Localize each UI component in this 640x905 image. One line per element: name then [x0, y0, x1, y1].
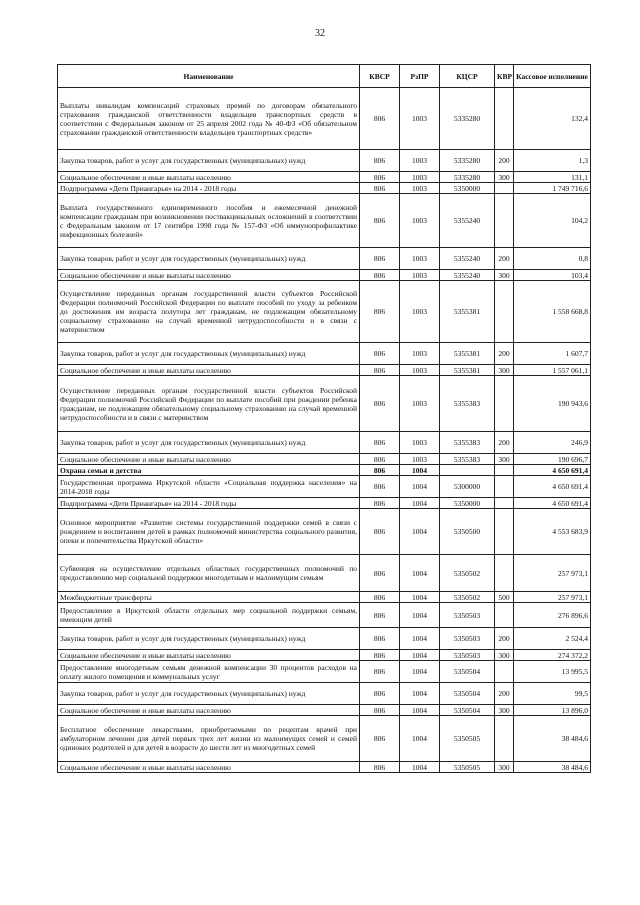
cell-kvsr: 806: [360, 476, 400, 498]
cell-amount: 190 943,6: [514, 376, 591, 432]
cell-name: Предоставление в Иркутской области отдельных мер социальной поддержки семьям, имеющим детей: [58, 603, 360, 628]
cell-rzpr: 1004: [400, 705, 440, 716]
cell-kvr: [495, 509, 514, 555]
table-row: [58, 465, 591, 476]
cell-amount: 103,4: [514, 270, 591, 281]
cell-kcsr: 5350504: [440, 683, 495, 705]
cell-amount: 13 995,5: [514, 661, 591, 683]
cell-amount: 99,5: [514, 683, 591, 705]
cell-rzpr: 1003: [400, 343, 440, 365]
cell-rzpr: 1003: [400, 281, 440, 343]
cell-name: Бесплатное обеспечение лекарствами, приобретаемыми по рецептам врачей при амбулаторном лечении для детей первых трех лет жизни из малоимущих семей и семей одиноких родителей и для детей в возрасте до шести лет из многодетных семей: [58, 716, 360, 762]
cell-kcsr: 5350503: [440, 628, 495, 650]
cell-name: Закупка товаров, работ и услуг для государственных (муниципальных) нужд: [58, 683, 360, 705]
cell-kvr: [495, 88, 514, 150]
cell-kvr: [495, 716, 514, 762]
cell-amount: 1,3: [514, 150, 591, 172]
cell-kvsr: 806: [360, 509, 400, 555]
cell-kcsr: 5350000: [440, 183, 495, 194]
cell-amount: 246,9: [514, 432, 591, 454]
cell-name: Закупка товаров, работ и услуг для государственных (муниципальных) нужд: [58, 248, 360, 270]
cell-amount: 2 524,4: [514, 628, 591, 650]
table-body: [58, 88, 591, 773]
cell-kvsr: 806: [360, 628, 400, 650]
table-row: [58, 592, 591, 603]
cell-kvsr: 806: [360, 343, 400, 365]
cell-kvr: 300: [495, 365, 514, 376]
cell-kvr: [495, 555, 514, 592]
cell-kcsr: 5355381: [440, 343, 495, 365]
cell-name: Охрана семьи и детства: [58, 465, 360, 476]
cell-rzpr: 1003: [400, 172, 440, 183]
cell-kvr: [495, 194, 514, 248]
cell-name: Субвенция на осуществление отдельных областных государственных полномочий по предоставлению мер социальной поддержки многодетным и малоимущим семьям: [58, 555, 360, 592]
cell-name: Социальное обеспечение и иные выплаты населению: [58, 270, 360, 281]
cell-kcsr: 5350505: [440, 762, 495, 773]
cell-kvsr: 806: [360, 88, 400, 150]
cell-kvr: [495, 281, 514, 343]
cell-kvr: [495, 498, 514, 509]
cell-kvsr: 806: [360, 454, 400, 465]
cell-amount: 257 973,1: [514, 592, 591, 603]
cell-kvr: 300: [495, 270, 514, 281]
cell-kvsr: 806: [360, 172, 400, 183]
header-amount: Кассовое исполнение: [514, 65, 591, 88]
cell-rzpr: 1003: [400, 270, 440, 281]
table-row: [58, 509, 591, 555]
cell-rzpr: 1003: [400, 376, 440, 432]
cell-amount: 4 650 691,4: [514, 476, 591, 498]
cell-amount: 4 650 691,4: [514, 465, 591, 476]
cell-kvr: 300: [495, 762, 514, 773]
cell-amount: 1 607,7: [514, 343, 591, 365]
cell-kvsr: 806: [360, 465, 400, 476]
cell-kvsr: 806: [360, 683, 400, 705]
cell-kvsr: 806: [360, 650, 400, 661]
cell-rzpr: 1003: [400, 248, 440, 270]
cell-name: Выплаты инвалидам компенсаций страховых премий по договорам обязательного страхования гражданской ответственности владельцев транспортных средств в соответствии с Федеральным законом от 25 апреля 2002 года № 40-ФЗ «Об обязательном страховании гражданской ответственности владельцев транспортных средств»: [58, 88, 360, 150]
cell-rzpr: 1003: [400, 88, 440, 150]
table-row: [58, 650, 591, 661]
cell-rzpr: 1004: [400, 509, 440, 555]
table-row: [58, 88, 591, 150]
cell-kvr: [495, 661, 514, 683]
cell-kcsr: 5350503: [440, 650, 495, 661]
cell-name: Закупка товаров, работ и услуг для государственных (муниципальных) нужд: [58, 432, 360, 454]
cell-kvsr: 806: [360, 194, 400, 248]
cell-kvr: 300: [495, 650, 514, 661]
cell-kcsr: 5335280: [440, 150, 495, 172]
table-row: [58, 762, 591, 773]
cell-name: Закупка товаров, работ и услуг для государственных (муниципальных) нужд: [58, 628, 360, 650]
cell-name: Закупка товаров, работ и услуг для государственных (муниципальных) нужд: [58, 150, 360, 172]
cell-name: Подпрограмма «Дети Приангарья» на 2014 - 2018 годы: [58, 498, 360, 509]
cell-kcsr: 5355381: [440, 281, 495, 343]
table-row: [58, 683, 591, 705]
cell-kcsr: 5300000: [440, 476, 495, 498]
cell-kcsr: 5335280: [440, 88, 495, 150]
cell-name: Осуществление переданных органам государственной власти субъектов Российской Федерации полномочий Российской Федерации по выплате пособий по уходу за ребенком до достижения им возраста полутора лет гражданам, не подлежащим обязательному социальному страхованию на случай временной нетрудоспособности и в связи с материнством: [58, 281, 360, 343]
cell-kvr: [495, 465, 514, 476]
cell-kcsr: 5350502: [440, 555, 495, 592]
cell-amount: 1 558 668,8: [514, 281, 591, 343]
cell-amount: 38 484,6: [514, 762, 591, 773]
cell-kvsr: 806: [360, 555, 400, 592]
cell-name: Подпрограмма «Дети Приангарья» на 2014 - 2018 годы: [58, 183, 360, 194]
cell-rzpr: 1003: [400, 365, 440, 376]
cell-name: Государственная программа Иркутской области «Социальная поддержка населения» на 2014-2018 годы: [58, 476, 360, 498]
cell-kvsr: 806: [360, 661, 400, 683]
table-row: [58, 432, 591, 454]
table-row: [58, 194, 591, 248]
cell-amount: 4 553 683,9: [514, 509, 591, 555]
cell-kvr: 300: [495, 454, 514, 465]
table-row: [58, 476, 591, 498]
header-rzpr: РзПР: [400, 65, 440, 88]
table-row: [58, 555, 591, 592]
cell-kvr: [495, 376, 514, 432]
cell-amount: 131,1: [514, 172, 591, 183]
table-row: [58, 365, 591, 376]
cell-name: Социальное обеспечение и иные выплаты населению: [58, 454, 360, 465]
cell-kvr: [495, 476, 514, 498]
cell-amount: 190 696,7: [514, 454, 591, 465]
cell-kvsr: 806: [360, 592, 400, 603]
cell-rzpr: 1003: [400, 183, 440, 194]
table-row: [58, 661, 591, 683]
cell-rzpr: 1004: [400, 498, 440, 509]
cell-name: Предоставление многодетным семьям денежной компенсации 30 процентов расходов на оплату жилого помещения и коммунальных услуг: [58, 661, 360, 683]
cell-kcsr: [440, 465, 495, 476]
table-row: [58, 248, 591, 270]
cell-kcsr: 5355240: [440, 248, 495, 270]
page-number: 32: [315, 28, 325, 39]
cell-kvsr: 806: [360, 365, 400, 376]
cell-kvsr: 806: [360, 498, 400, 509]
table-row: [58, 454, 591, 465]
cell-rzpr: 1004: [400, 592, 440, 603]
cell-kcsr: 5355381: [440, 365, 495, 376]
cell-kcsr: 5350000: [440, 498, 495, 509]
cell-rzpr: 1004: [400, 476, 440, 498]
cell-amount: 13 896,0: [514, 705, 591, 716]
header-kcsr: КЦСР: [440, 65, 495, 88]
table-row: [58, 183, 591, 194]
header-name: Наименование: [58, 65, 360, 88]
cell-rzpr: 1004: [400, 716, 440, 762]
cell-kcsr: 5355383: [440, 376, 495, 432]
cell-kcsr: 5350504: [440, 705, 495, 716]
cell-amount: 1 749 716,6: [514, 183, 591, 194]
cell-kvr: 200: [495, 150, 514, 172]
cell-name: Межбюджетные трансферты: [58, 592, 360, 603]
cell-kcsr: 5350500: [440, 509, 495, 555]
cell-name: Социальное обеспечение и иные выплаты населению: [58, 365, 360, 376]
cell-kvr: [495, 603, 514, 628]
cell-kcsr: 5350504: [440, 661, 495, 683]
cell-name: Социальное обеспечение и иные выплаты населению: [58, 762, 360, 773]
cell-rzpr: 1004: [400, 661, 440, 683]
header-kvsr: КВСР: [360, 65, 400, 88]
table-row: [58, 376, 591, 432]
cell-kcsr: 5355383: [440, 432, 495, 454]
cell-kcsr: 5350502: [440, 592, 495, 603]
cell-name: Выплата государственного единовременного пособия и ежемесячной денежной компенсации гражданам при возникновении поствакцинальных осложнений в соответствии с Федеральным законом от 17 сентября 1998 года № 157-ФЗ «Об иммунопрофилактике инфекционных болезней»: [58, 194, 360, 248]
cell-rzpr: 1003: [400, 194, 440, 248]
cell-kvr: 200: [495, 343, 514, 365]
table-row: [58, 281, 591, 343]
cell-name: Закупка товаров, работ и услуг для государственных (муниципальных) нужд: [58, 343, 360, 365]
cell-kvr: 200: [495, 683, 514, 705]
cell-rzpr: 1003: [400, 150, 440, 172]
cell-rzpr: 1004: [400, 465, 440, 476]
cell-kcsr: 5350505: [440, 716, 495, 762]
cell-kvsr: 806: [360, 762, 400, 773]
cell-rzpr: 1004: [400, 603, 440, 628]
cell-kvsr: 806: [360, 432, 400, 454]
cell-kvsr: 806: [360, 150, 400, 172]
cell-amount: 0,8: [514, 248, 591, 270]
cell-amount: 1 557 061,1: [514, 365, 591, 376]
cell-kvsr: 806: [360, 281, 400, 343]
cell-kvr: 200: [495, 432, 514, 454]
cell-rzpr: 1003: [400, 432, 440, 454]
cell-rzpr: 1004: [400, 628, 440, 650]
cell-rzpr: 1004: [400, 555, 440, 592]
cell-kcsr: 5350503: [440, 603, 495, 628]
table-row: [58, 603, 591, 628]
cell-kcsr: 5355240: [440, 270, 495, 281]
table-row: [58, 270, 591, 281]
cell-kvsr: 806: [360, 603, 400, 628]
cell-kvsr: 806: [360, 705, 400, 716]
cell-amount: 276 896,6: [514, 603, 591, 628]
table-row: [58, 716, 591, 762]
cell-kvr: [495, 183, 514, 194]
cell-kvsr: 806: [360, 716, 400, 762]
cell-kcsr: 5355383: [440, 454, 495, 465]
cell-amount: 4 650 691,4: [514, 498, 591, 509]
cell-rzpr: 1004: [400, 650, 440, 661]
cell-amount: 274 372,2: [514, 650, 591, 661]
cell-name: Основное мероприятие «Развитие системы государственной поддержки семей в связи с рождением и воспитанием детей в рамках полномочий министерства социального развития, опеки и попечительства Иркутской области»: [58, 509, 360, 555]
table-row: [58, 498, 591, 509]
cell-name: Осуществление переданных органам государственной власти субъектов Российской Федерации полномочий Российской Федерации по выплате пособий при рождении ребенка гражданам, не подлежащим обязательному социальному страхованию на случай временной нетрудоспособности и в связи с материнством: [58, 376, 360, 432]
cell-kcsr: 5355240: [440, 194, 495, 248]
cell-kvr: 300: [495, 705, 514, 716]
cell-name: Социальное обеспечение и иные выплаты населению: [58, 172, 360, 183]
cell-name: Социальное обеспечение и иные выплаты населению: [58, 705, 360, 716]
cell-rzpr: 1003: [400, 454, 440, 465]
cell-kvr: 200: [495, 248, 514, 270]
cell-amount: 38 484,6: [514, 716, 591, 762]
cell-kvsr: 806: [360, 183, 400, 194]
cell-rzpr: 1004: [400, 762, 440, 773]
cell-name: Социальное обеспечение и иные выплаты населению: [58, 650, 360, 661]
table-row: [58, 150, 591, 172]
table-row: [58, 705, 591, 716]
cell-kvsr: 806: [360, 248, 400, 270]
cell-rzpr: 1004: [400, 683, 440, 705]
cell-amount: 257 973,1: [514, 555, 591, 592]
header-kvr: КВР: [495, 65, 514, 88]
cell-kvr: 200: [495, 628, 514, 650]
table-row: [58, 343, 591, 365]
cell-kcsr: 5335280: [440, 172, 495, 183]
cell-kvr: 300: [495, 172, 514, 183]
table-row: [58, 628, 591, 650]
cell-kvr: 500: [495, 592, 514, 603]
table-row: [58, 172, 591, 183]
cell-amount: 104,2: [514, 194, 591, 248]
table-header-row: [58, 65, 591, 88]
budget-execution-table: [57, 64, 591, 773]
cell-kvsr: 806: [360, 376, 400, 432]
cell-kvsr: 806: [360, 270, 400, 281]
cell-amount: 132,4: [514, 88, 591, 150]
